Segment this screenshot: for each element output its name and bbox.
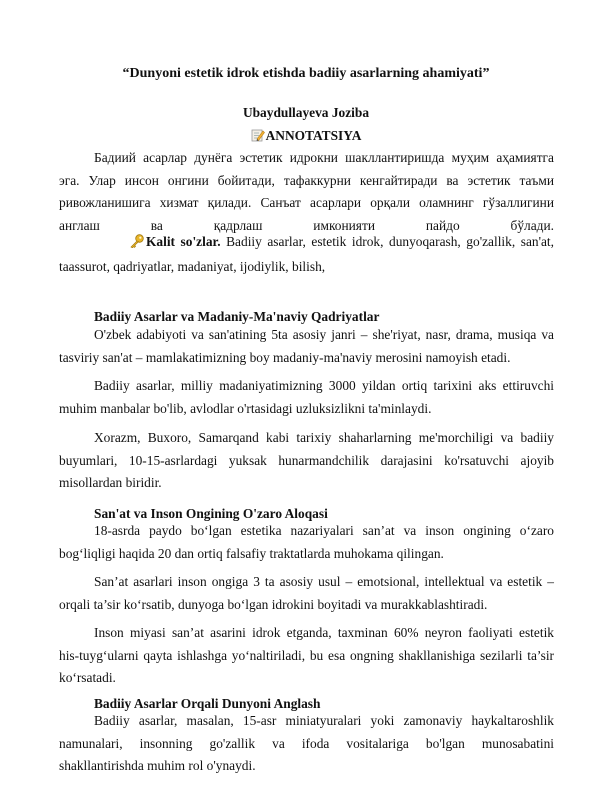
body-paragraph bbox=[59, 710, 554, 778]
paragraph-line: Xorazm, Buxoro, Samarqand kabi tarixiy shaharlarning me'morchiligi va badiiy bbox=[94, 430, 554, 445]
paragraph-line: ko‘rsatadi. bbox=[59, 670, 116, 685]
body-paragraph bbox=[59, 571, 554, 616]
paragraph-line: muhim manbalar bo'lib, avlodlar o'rtasidagi uzluksizlikni ta'minlaydi. bbox=[59, 400, 432, 416]
paragraph-line: San’at asarlari inson ongiga 3 ta asosiy usul – emotsional, intellektual va estetik – bbox=[94, 574, 554, 589]
paragraph-line: Inson miyasi san’at asarini idrok etganda, taxminan 60% neyron faoliyati estetik bbox=[94, 625, 554, 640]
paragraph-line: Badiiy asarlar, milliy madaniyatimizning 3000 yildan ortiq tarixini aks ettiruvchi bbox=[94, 378, 554, 393]
paragraph-line: 18-asrda paydo bo‘lgan estetika nazariyalari san’at va inson ongining o‘zaro bbox=[94, 523, 554, 538]
memo-pencil-icon bbox=[251, 128, 265, 146]
paragraph-line: buyumlari, 10-15-asrlardagi yuksak hunarmandchilik darajasini ko'rsatuvchi ajoyib bbox=[59, 452, 554, 468]
paragraph-line: shakllantirishda muhim rol o'ynaydi. bbox=[59, 758, 256, 773]
paragraph-line: his-tuyg‘ularni qayta ishlashga yo‘naltiriladi, bu esa ongning shakllanishiga sezilarli ta’sir bbox=[59, 647, 554, 663]
paragraph-line: misollardan biridir. bbox=[59, 475, 162, 490]
keywords-line: taassurot, qadriyatlar, madaniyat, ijodiylik, bilish, bbox=[59, 258, 326, 274]
section-heading: Badiiy Asarlar va Madaniy-Ma'naviy Qadriyatlar bbox=[94, 309, 380, 324]
paragraph-line: orqali ta’sir ko‘rsatib, dunyoga bo‘lgan idrokini boyitadi va murakkablashtiradi. bbox=[59, 596, 488, 612]
paper-author: Ubaydullayeva Joziba bbox=[242, 105, 370, 120]
annotation-line: ривожланишига хизмат қилади. Санъат асарлари орқали оламнинг гўзаллигини bbox=[59, 195, 554, 210]
body-paragraph bbox=[59, 622, 554, 690]
keywords-label: Kalit so'zlar. bbox=[146, 234, 221, 249]
body-paragraph bbox=[59, 375, 554, 420]
annotation-paragraph bbox=[59, 147, 554, 237]
annotation-line: эга. Улар инсон онгини бойитади, тафаккурни кенгайтиради ва эстетик таъми bbox=[59, 172, 554, 188]
annotation-heading: ANNOTATSIYA bbox=[265, 128, 362, 143]
section-heading: San'at va Inson Ongining O'zaro Aloqasi bbox=[94, 506, 328, 521]
body-paragraph bbox=[59, 324, 554, 369]
body-paragraph bbox=[59, 520, 554, 565]
key-icon bbox=[94, 233, 145, 256]
paper-title: “Dunyoni estetik idrok etishda badiiy asarlarning ahamiyati” bbox=[122, 66, 490, 81]
body-paragraph bbox=[59, 427, 554, 495]
paragraph-line: namunalari, insonning go'zallik va ifoda vositalariga bo'lgan munosabatini bbox=[59, 735, 554, 751]
section-heading: Badiiy Asarlar Orqali Dunyoni Anglash bbox=[94, 696, 321, 711]
paragraph-line: Badiiy asarlar, masalan, 15-asr miniatyuralari yoki zamonaviy haykaltaroshlik bbox=[94, 713, 554, 728]
annotation-heading-row bbox=[0, 128, 612, 146]
keywords-line bbox=[59, 231, 554, 256]
keywords-list: Badiiy asarlar, estetik idrok, dunyoqarash, go'zallik, san'at, bbox=[220, 234, 555, 249]
paragraph-line: tasviriy san'at – mamlakatimizning boy madaniy-ma'naviy merosini namoyish etadi. bbox=[59, 349, 511, 365]
annotation-line: англаш ва қадрлаш имконияти пайдо бўлади. bbox=[59, 217, 554, 233]
paragraph-line: O'zbek adabiyoti va san'atining 5ta asosiy janri – she'riyat, nasr, drama, musiqa va bbox=[94, 327, 554, 342]
keywords-paragraph bbox=[59, 231, 554, 278]
annotation-line: Бадиий асарлар дунёга эстетик идрокни шакллантиришда муҳим аҳамиятга bbox=[94, 150, 554, 165]
paragraph-line: bog‘liqligi haqida 20 dan ortiq falsafiy traktatlarda muhokama qilingan. bbox=[59, 545, 444, 561]
